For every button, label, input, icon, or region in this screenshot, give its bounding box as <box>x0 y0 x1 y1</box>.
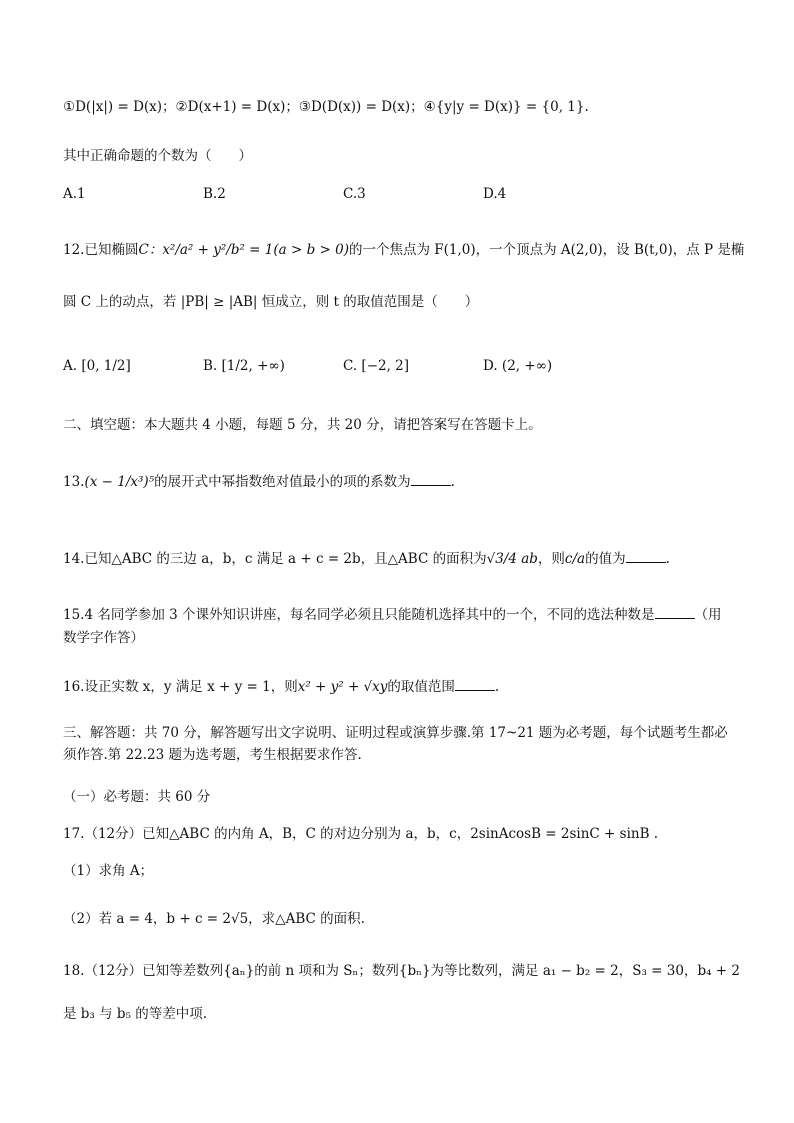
required-questions-heading: （一）必考题：共 60 分 <box>63 789 211 805</box>
q11-statements: ①D(|x|) = D(x)；②D(x+1) = D(x)；③D(D(x)) = D(x)；④{y|y = D(x)} = {0, 1}. <box>63 99 589 115</box>
q15-answer-blank <box>655 604 695 619</box>
q18-line2: 是 b₃ 与 b₅ 的等差中项. <box>63 1006 208 1022</box>
q18-line1: 18.（12分）已知等差数列{aₙ}的前 n 项和为 Sₙ；数列{bₙ}为等比数列，满足 a₁ − b₂ = 2，S₃ = 30，b₄ + 2 <box>63 963 740 979</box>
section-3-heading: 三、解答题：共 70 分，解答题写出文字说明、证明过程或演算步骤.第 17~21 题为必考题，每个试题考生都必须作答.第 22.23 题为选考题，考生根据要求作答. <box>63 725 728 763</box>
q13-line <box>63 471 455 492</box>
q14-text-a: 已知△ABC 的三边 a，b，c 满足 a + c = 2b，且△ABC 的面积为 <box>84 551 487 567</box>
q17-stem: 17.（12分）已知△ABC 的内角 A，B，C 的对边分别为 a，b，c，2sinAcosB = 2sinC + sinB . <box>63 826 659 842</box>
q12-option-b: B. [1/2, +∞) <box>203 358 285 374</box>
q15-line1-end: （用 <box>694 607 722 623</box>
q12-line1 <box>63 240 744 260</box>
q13-answer-blank <box>411 471 451 486</box>
q14-end: . <box>665 551 670 567</box>
q11-prompt: 其中正确命题的个数为（ ） <box>63 148 252 164</box>
q14-ratio: c/a <box>564 551 586 567</box>
q14-line <box>63 548 670 569</box>
q15-line1 <box>63 604 722 625</box>
q13-number: 13. <box>63 474 85 490</box>
q14-area-expression: √3/4 ab <box>486 551 538 567</box>
q11-option-c: C.3 <box>343 186 366 202</box>
q14-answer-blank <box>626 548 666 563</box>
q12-option-d: D. (2, +∞) <box>483 358 553 374</box>
q16-end: . <box>494 679 500 695</box>
q12-ellipse-equation: C：x²/a² + y²/b² = 1(a > b > 0) <box>138 242 349 258</box>
q11-option-b: B.2 <box>203 186 226 202</box>
q12-number: 12. <box>63 242 85 258</box>
q16-text-b: 的取值范围 <box>387 679 455 695</box>
q17-part-2: （2）若 a = 4，b + c = 2√5，求△ABC 的面积. <box>63 911 365 927</box>
q14-text-c: 的值为 <box>585 551 626 567</box>
q12-option-c: C. [−2, 2] <box>343 358 410 374</box>
q16-expression: x² + y² + √xy <box>297 679 388 695</box>
q15-line2: 数学字作答） <box>63 630 144 646</box>
q13-text: 的展开式中幂指数绝对值最小的项的系数为 <box>154 474 411 490</box>
q11-option-d: D.4 <box>483 186 507 202</box>
q13-end: . <box>450 474 455 490</box>
q16-line <box>63 676 499 697</box>
q12-line2: 圆 C 上的动点，若 |PB| ≥ |AB| 恒成立，则 t 的取值范围是（ ） <box>63 294 479 310</box>
q12-text-b: 的一个焦点为 F(1,0)，一个顶点为 A(2,0)，设 B(t,0)，点 P 是椭 <box>348 242 745 258</box>
q16-answer-blank <box>455 676 495 691</box>
q17-part-1: （1）求角 A； <box>63 863 154 879</box>
section-2-heading: 二、填空题：本大题共 4 小题，每题 5 分，共 20 分，请把答案写在答题卡上。 <box>63 417 542 433</box>
q14-number: 14. <box>63 551 85 567</box>
q16-text-a: 16.设正实数 x，y 满足 x + y = 1，则 <box>63 679 298 695</box>
q12-option-a: A. [0, 1/2] <box>63 358 131 374</box>
q13-expression: (x − 1/x³)⁵ <box>84 474 155 490</box>
q14-text-b: ，则 <box>537 551 565 567</box>
q11-option-a: A.1 <box>63 186 86 202</box>
q12-text-a: 已知椭圆 <box>84 242 139 258</box>
q15-text: 15.4 名同学参加 3 个课外知识讲座，每名同学必须且只能随机选择其中的一个，不同的选法种数是 <box>63 607 655 623</box>
